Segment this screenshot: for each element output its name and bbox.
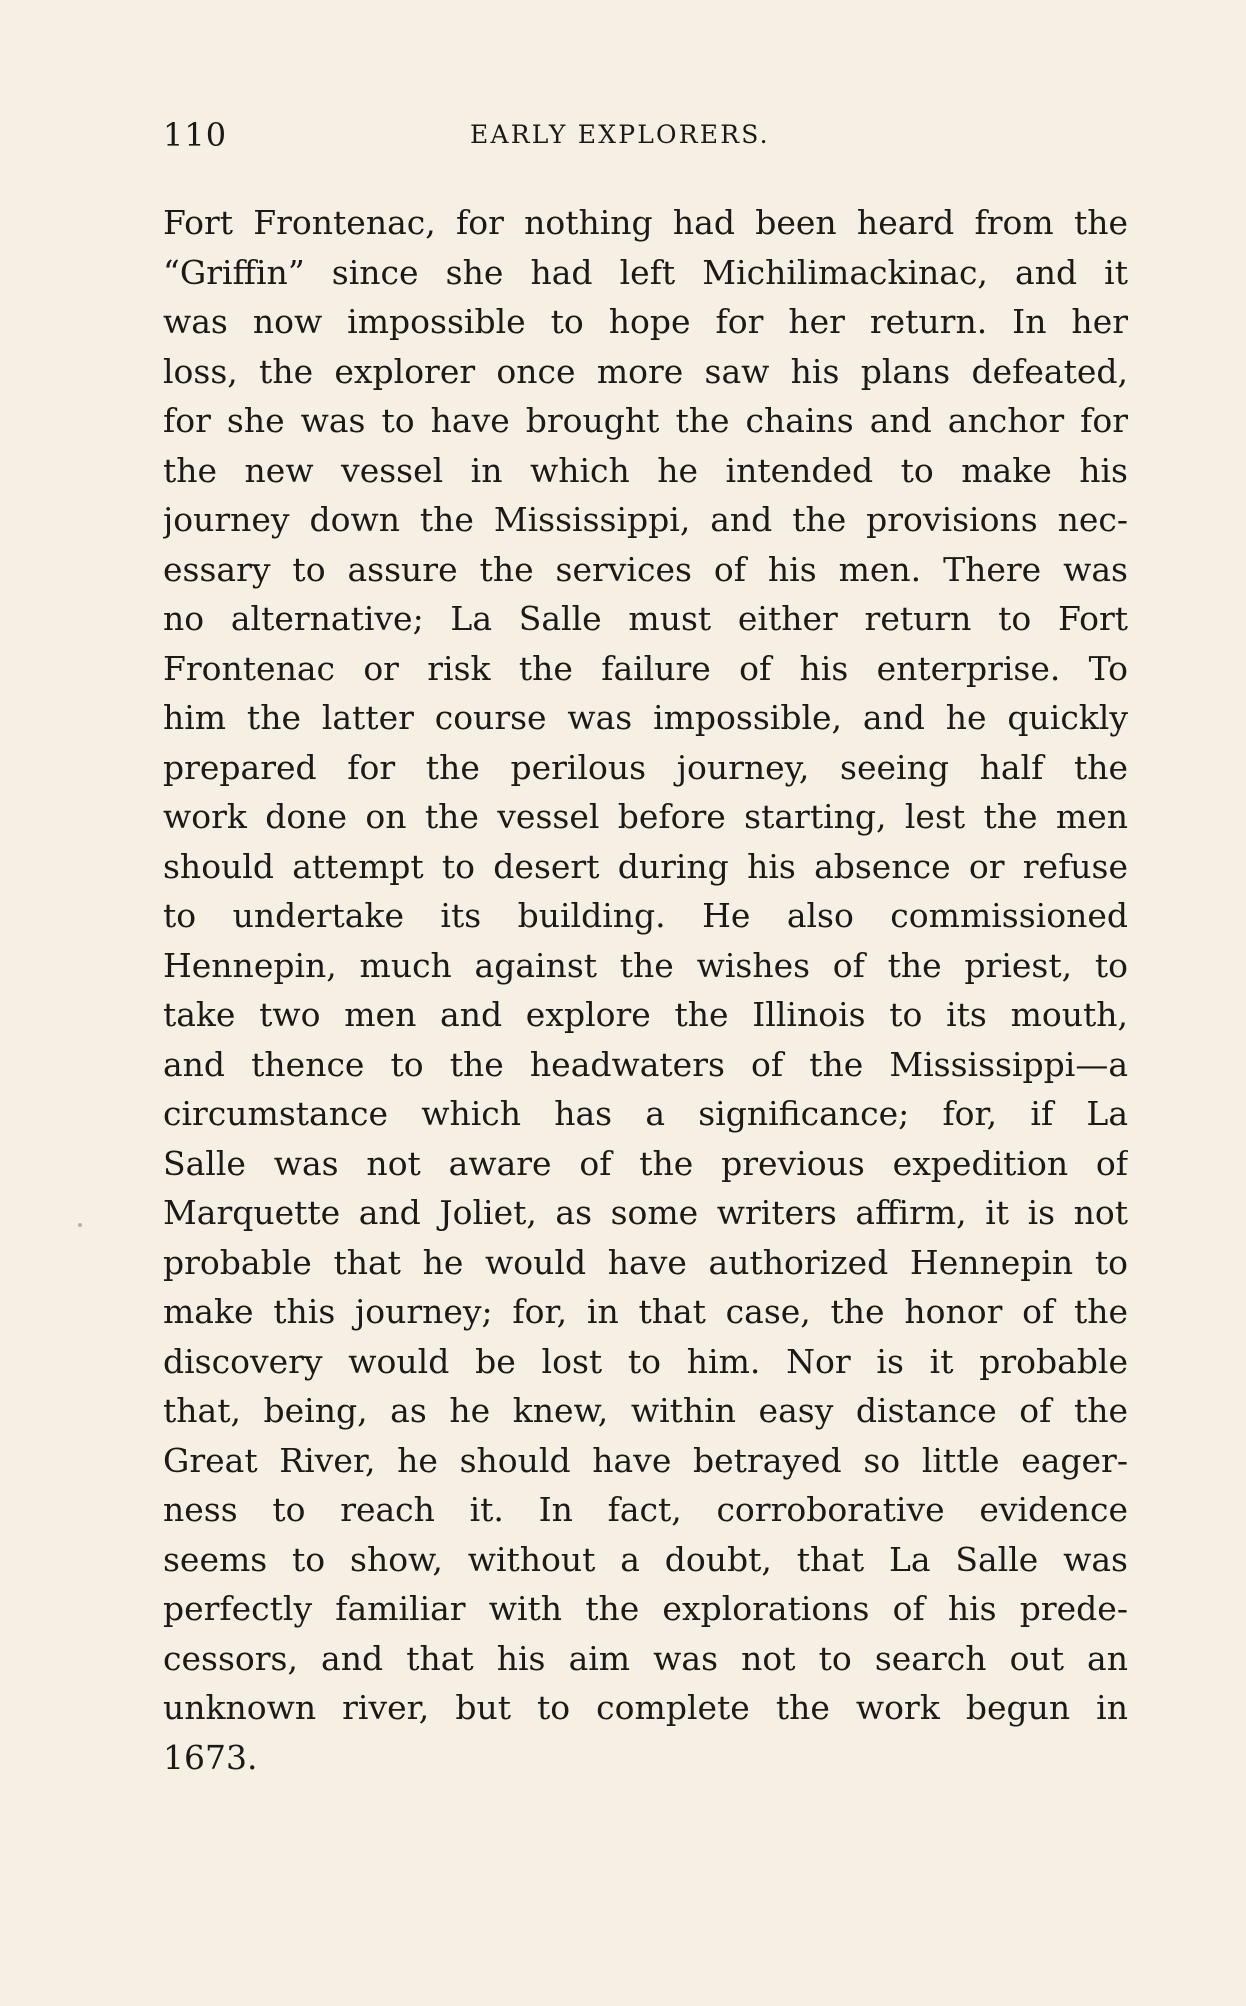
text-line: for she was to have brought the chains and anchor for — [163, 401, 1128, 440]
text-line: should attempt to desert during his absence or refuse — [163, 846, 1128, 886]
body-text — [163, 198, 1128, 1782]
text-line: ness to reach it. In fact, corroborative evidence — [163, 1490, 1128, 1529]
text-line: “Griffin” since she had left Michilimackinac, and it — [163, 252, 1128, 292]
text-line: Frontenac or risk the failure of his enterprise. To — [163, 648, 1128, 688]
text-line: journey down the Mississippi, and the provisions nec- — [163, 500, 1128, 539]
text-line: Hennepin, much against the wishes of the priest, to — [163, 945, 1128, 985]
text-line: Great River, he should have betrayed so little eager- — [163, 1440, 1128, 1480]
text-line: unknown river, but to complete the work begun in — [163, 1688, 1128, 1727]
text-line: Marquette and Joliet, as some writers affirm, it is not — [163, 1193, 1128, 1232]
text-line: seems to show, without a doubt, that La Salle was — [163, 1539, 1128, 1579]
running-head: EARLY EXPLORERS. — [470, 120, 770, 149]
page-header — [163, 116, 1128, 156]
text-line: and thence to the headwaters of the Mississippi—a — [163, 1044, 1128, 1084]
text-line: Fort Frontenac, for nothing had been heard from the — [163, 203, 1128, 242]
text-line: work done on the vessel before starting, lest the men — [163, 797, 1128, 836]
text-line: take two men and explore the Illinois to its mouth, — [163, 995, 1128, 1034]
text-line: circumstance which has a significance; for, if La — [163, 1094, 1128, 1133]
text-line: make this journey; for, in that case, the honor of the — [163, 1292, 1128, 1331]
text-line: the new vessel in which he intended to make his — [163, 450, 1128, 490]
text-line: perfectly familiar with the explorations of his prede- — [163, 1589, 1128, 1628]
text-line: Salle was not aware of the previous expedition of — [163, 1143, 1128, 1183]
text-line: cessors, and that his aim was not to search out an — [163, 1638, 1128, 1678]
text-line: prepared for the perilous journey, seeing half the — [163, 747, 1128, 787]
text-line: loss, the explorer once more saw his plans defeated, — [163, 351, 1128, 391]
paper-speck — [78, 1223, 82, 1227]
text-line: no alternative; La Salle must either return to Fort — [163, 599, 1128, 638]
text-line: probable that he would have authorized Hennepin to — [163, 1242, 1128, 1282]
text-line: 1673. — [163, 1737, 258, 1777]
text-line: discovery would be lost to him. Nor is it probable — [163, 1341, 1128, 1381]
text-line: to undertake its building. He also commissioned — [163, 896, 1128, 935]
page-number: 110 — [163, 116, 228, 154]
text-line: was now impossible to hope for her return. In her — [163, 302, 1128, 341]
text-line: him the latter course was impossible, and he quickly — [163, 698, 1128, 737]
text-line: essary to assure the services of his men. There was — [163, 549, 1128, 589]
text-line: that, being, as he knew, within easy distance of the — [163, 1391, 1128, 1430]
